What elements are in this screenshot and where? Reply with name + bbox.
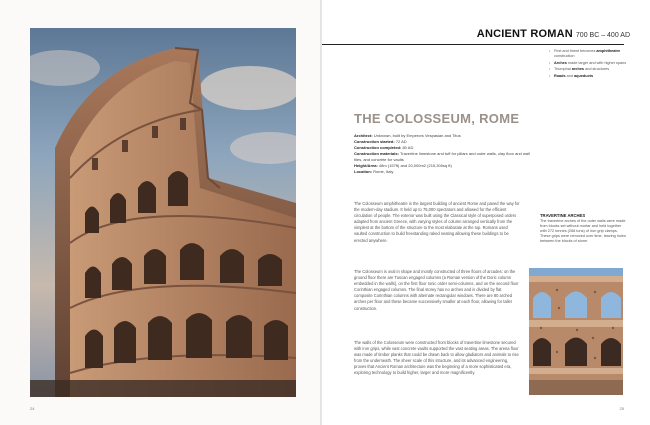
caption-title: TRAVERTINE ARCHES <box>540 213 586 218</box>
key-feature-item: • First and finest becomes amphitheatre construction <box>549 49 629 59</box>
travertine-arches-photo <box>529 268 623 395</box>
fact-list <box>354 133 532 175</box>
key-feature-item: • Triumphal arches and structures <box>549 67 629 72</box>
body-paragraph-3: The walls of the Colosseum were constructed from blocks of travertine limestone secured with iron grips, while vast concrete vaults supported the vast seating areas. The arena floor was made of timber planks that could be drawn back to allow gladiators and animals to rise from the underneath. The sheer scale of this structure, and its advanced engineering, proves that Ancient Roman architecture was the beginning of a more sophisticated era, exploring technology to build higher, larger and more magnificently. <box>354 340 519 376</box>
key-feature-item: • Roads and aqueducts <box>549 74 629 79</box>
key-features-list <box>549 49 629 80</box>
body-paragraph-2: The Colosseum is oval in shape and mostly constructed of three floors of arcades: on the ground floor there are Tuscan engaged columns (a Roman version of the Doric column embedded in the walls), on the first floor Ionic order semi-columns, and on the second floor Corinthian engaged columns. The final storey has no arches and is divided by flat composite Corinthian columns with alternate rectangular windows. There are 80 arched arches per floor and these became successively smaller at each floor, allowing for taller construction. <box>354 269 519 311</box>
body-paragraph-1: The Colosseum amphitheatre is the largest building of ancient Rome and paved the way for the modern-day stadium. It held up to 75,000 spectators and allowed for the efficient circulation of people. The exterior was built using the Classical style of superposed orders adapted from ancient Greece, with varying styles of column arranged vertically from the simplest at the bottom of the structure to the most elaborate at the top. Romans used vaulted construction to build freestanding raked seating allowing these buildings to be erected anywhere. <box>354 201 520 243</box>
page-number-left: 24 <box>30 406 35 411</box>
fact-materials: Construction materials: Travertine limestone and tuff for pillars and outer walls, clay floor and wall tiles, and concrete for vaults <box>354 151 530 162</box>
chapter-title: ANCIENT ROMAN <box>476 28 573 40</box>
chapter-dates: 700 BC – 400 AD <box>575 32 630 39</box>
fact-location: Location: Rome, Italy <box>354 169 394 174</box>
chapter-header <box>470 28 630 45</box>
fact-construction-completed: Construction completed: 80 AD <box>354 145 414 150</box>
left-page <box>0 0 322 425</box>
colosseum-photo <box>30 28 296 397</box>
fact-height-area: Height/Area: 48m (157ft) and 20,000m2 (215,300sq ft) <box>354 163 452 168</box>
inset-caption <box>540 213 626 244</box>
right-page <box>322 0 650 425</box>
fact-construction-started: Construction started: 72 AD <box>354 139 407 144</box>
page-title: THE COLOSSEUM, ROME <box>354 111 520 126</box>
fact-architect: Architect: Unknown, built by Emperors Vespasian and Titus <box>354 133 461 138</box>
key-feature-item: • Arches made larger and with higher spans <box>549 61 629 66</box>
page-number-right: 25 <box>619 406 624 411</box>
caption-text: The travertine arches of the outer walls were made from blocks set without mortar and held together with 272 tonnes (268 tons) of iron grip clamps. These grips were removed over time, leaving holes between the blocks of stone. <box>540 219 626 243</box>
